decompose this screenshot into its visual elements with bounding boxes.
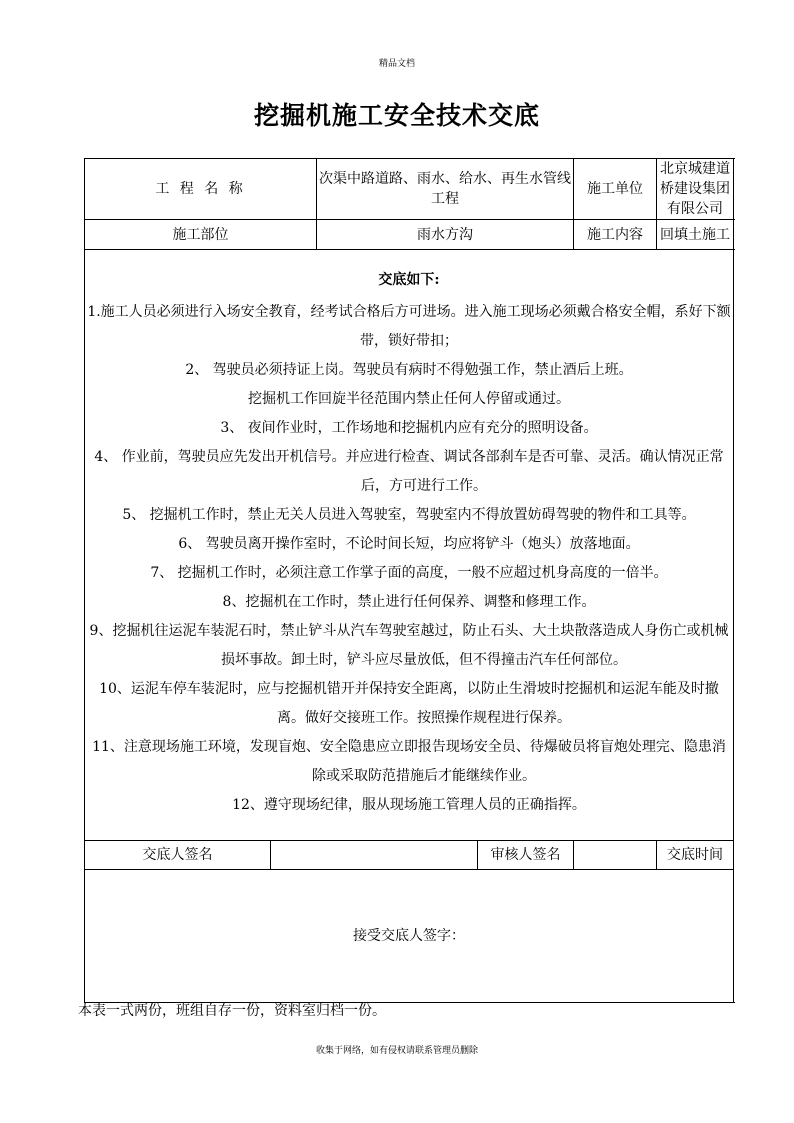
construction-part-value: 雨水方沟 — [317, 220, 574, 250]
presenter-signature-label: 交底人签名 — [85, 841, 271, 870]
instruction-item-8: 8、挖掘机在工作时，禁止进行任何保养、调整和修理工作。 — [222, 594, 596, 610]
instruction-item-3: 3、 夜间作业时，工作场地和挖掘机内应有充分的照明设备。 — [220, 420, 598, 436]
header-watermark: 精品文档 — [378, 59, 415, 69]
receiver-signature-label: 接受交底人签字： — [353, 928, 465, 944]
instruction-item-7: 7、 挖掘机工作时，必须注意工作掌子面的高度，一般不应超过机身高度的一倍半。 — [150, 565, 668, 581]
reviewer-signature-label: 审核人签名 — [478, 841, 574, 870]
project-name-label: 工 程 名 称 — [85, 159, 317, 220]
construction-content-value: 回填土施工 — [657, 220, 734, 250]
instruction-item-11: 11、注意现场施工环境，发现盲炮、安全隐患应立即报告现场安全员、待爆破员将盲炮处理完、隐患消除或采取防范措施后才能继续作业。 — [92, 739, 726, 784]
construction-content-label: 施工内容 — [574, 220, 657, 250]
instruction-item-5: 5、 挖掘机工作时，禁止无关人员进入驾驶室，驾驶室内不得放置妨碍驾驶的物件和工具等。 — [122, 507, 696, 523]
footer-note: 本表一式两份，班组自存一份，资料室归档一份。 — [78, 1003, 386, 1019]
project-row — [85, 159, 734, 220]
reviewer-signature-field[interactable] — [574, 841, 657, 870]
instruction-item-1: 1.施工人员必须进行入场安全教育，经考试合格后方可进场。进入施工现场必须戴合格安全帽，系好下额带，锁好带扣； — [87, 304, 731, 349]
instruction-item-4: 4、 作业前，驾驶员应先发出开机信号。并应进行检查、调试各部刹车是否可靠、灵活。确认情况正常后，方可进行工作。 — [94, 449, 724, 494]
instruction-item-2: 2、 驾驶员必须持证上岗。驾驶员有病时不得勉强工作，禁止酒后上班。 — [185, 362, 633, 378]
receiver-row — [85, 870, 734, 1003]
instruction-item-9: 9、挖掘机往运泥车装泥石时，禁止铲斗从汽车驾驶室越过，防止石头、大土块散落造成人身伤亡或机械损坏事故。卸土时，铲斗应尽量放低，但不得撞击汽车任何部位。 — [89, 623, 729, 668]
instruction-item-6: 6、 驾驶员离开操作室时，不论时间长短，均应将铲斗（炮头）放落地面。 — [178, 536, 640, 552]
receiver-signature-field[interactable] — [85, 870, 734, 1003]
document-title: 挖掘机施工安全技术交底 — [253, 101, 540, 130]
briefing-table — [84, 158, 734, 1003]
instructions-cell — [85, 250, 734, 841]
instructions-heading: 交底如下: — [378, 272, 440, 288]
presenter-signature-field[interactable] — [271, 841, 478, 870]
instruction-item-10: 10、运泥车停车装泥时，应与挖掘机错开并保持安全距离，以防止生滑坡时挖掘机和运泥车能及时撤离。做好交接班工作。按照操作规程进行保养。 — [99, 681, 719, 726]
briefing-time-label: 交底时间 — [657, 841, 734, 870]
signature-row — [85, 841, 734, 870]
footer-watermark: 收集于网络，如有侵权请联系管理员删除 — [315, 1046, 478, 1056]
instructions-row — [85, 250, 734, 841]
part-row — [85, 220, 734, 250]
instruction-item-2-extra: 挖掘机工作回旋半径范围内禁止任何人停留或通过。 — [248, 391, 570, 407]
project-name-value: 次渠中路道路、雨水、给水、再生水管线工程 — [317, 159, 574, 220]
instruction-item-12: 12、遵守现场纪律，服从现场施工管理人员的正确指挥。 — [232, 797, 586, 813]
construction-part-label: 施工部位 — [85, 220, 317, 250]
construction-unit-value: 北京城建道桥建设集团有限公司 — [657, 159, 734, 220]
construction-unit-label: 施工单位 — [574, 159, 657, 220]
